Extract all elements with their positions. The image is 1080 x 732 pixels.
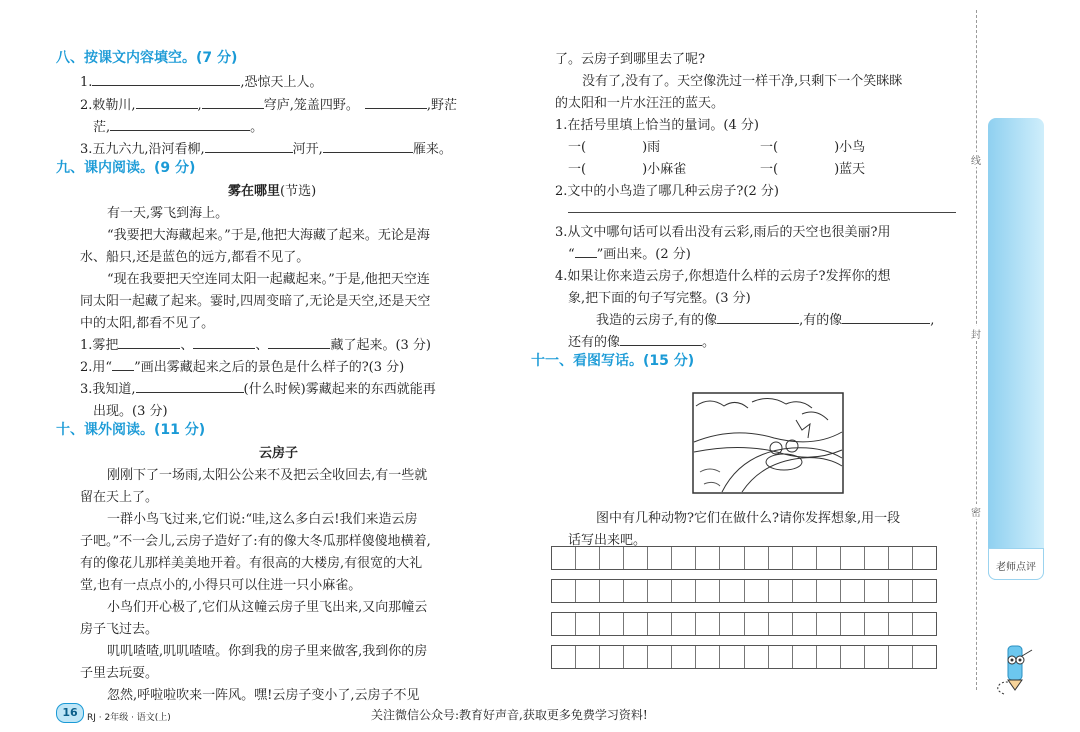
s9-article-note: (节选) bbox=[280, 184, 317, 199]
answer-blank[interactable] bbox=[136, 96, 198, 109]
s10-q3-tail: ”画出来。(2 分) bbox=[596, 247, 691, 262]
s9-q3-line2: 出现。(3 分) bbox=[93, 404, 168, 419]
q4-text-d: 还有的像 bbox=[568, 335, 621, 350]
s11-prompt: 图中有几种动物?它们在做什么?请你发挥想象,用一段 bbox=[596, 511, 901, 526]
s10-q4: 4.如果让你来造云房子,你想造什么样的云房子?发挥你的想 bbox=[555, 269, 891, 284]
section-9-title: 九、课内阅读。(9 分) bbox=[56, 160, 196, 176]
s10-paragraph: 子吧。”不一会儿,云房子造好了:有的像大冬瓜那样傻傻地横着, bbox=[80, 534, 431, 549]
answer-blank[interactable] bbox=[136, 380, 244, 393]
measure-prefix: 一( bbox=[568, 140, 587, 155]
measure-prefix: 一( bbox=[760, 140, 779, 155]
answer-blank[interactable] bbox=[268, 336, 330, 349]
s9-paragraph: 中的太阳,都看不见了。 bbox=[80, 316, 215, 331]
s10-paragraph: 没有了,没有了。天空像洗过一样干净,只剩下一个笑眯眯 bbox=[582, 74, 903, 89]
s10-paragraph: 留在天上了。 bbox=[80, 490, 159, 505]
binding-char: 密 bbox=[971, 504, 981, 519]
line-sample bbox=[112, 358, 134, 371]
answer-blank[interactable] bbox=[202, 96, 264, 109]
q4-text-e: 。 bbox=[702, 335, 716, 350]
s8-q1 bbox=[80, 71, 323, 90]
s10-paragraph: 的太阳和一片水汪汪的蓝天。 bbox=[555, 96, 725, 111]
cartoon-picture bbox=[692, 392, 844, 494]
s9-q2 bbox=[80, 356, 404, 375]
measure-noun: )小麻雀 bbox=[642, 162, 687, 177]
s8-q2-text-e: 茫, bbox=[93, 120, 111, 135]
grid-row[interactable] bbox=[551, 579, 937, 603]
s9-q1-text-d: 藏了起来。(3 分) bbox=[330, 338, 431, 353]
answer-blank[interactable] bbox=[323, 140, 413, 153]
s10-paragraph: 了。云房子到哪里去了呢? bbox=[555, 52, 705, 67]
s9-paragraph: 有一天,雾飞到海上。 bbox=[107, 206, 229, 221]
s10-paragraph: 房子飞过去。 bbox=[80, 622, 159, 637]
q4-text-b: ,有的像 bbox=[799, 313, 843, 328]
s10-q4-line2: 象,把下面的句子写完整。(3 分) bbox=[568, 291, 751, 306]
teacher-comment-tab bbox=[988, 118, 1044, 580]
s8-q2-text-b: , bbox=[197, 98, 202, 113]
measure-noun: )小鸟 bbox=[834, 140, 866, 155]
s8-q2-text-c: 穹庐,笼盖四野。 bbox=[263, 98, 359, 113]
s8-q1-num: 1. bbox=[80, 75, 93, 90]
s9-q1-text-a: 1.雾把 bbox=[80, 338, 119, 353]
s9-q2-text-b: ”画出雾藏起来之后的景色是什么样子的?(3 分) bbox=[134, 360, 405, 375]
s9-paragraph: “我要把大海藏起来。”于是,他把大海藏了起来。无论是海 bbox=[107, 228, 430, 243]
s10-q2: 2.文中的小鸟造了哪几种云房子?(2 分) bbox=[555, 184, 779, 199]
s9-q2-text-a: 2.用“ bbox=[80, 360, 113, 375]
measure-prefix: 一( bbox=[760, 162, 779, 177]
grid-row[interactable] bbox=[551, 612, 937, 636]
binding-line bbox=[976, 10, 977, 690]
s8-q2-text-a: 2.敕勒川, bbox=[80, 98, 136, 113]
section-10-title: 十、课外阅读。(11 分) bbox=[56, 422, 206, 438]
measure-noun: )蓝天 bbox=[834, 162, 866, 177]
s10-q1: 1.在括号里填上恰当的量词。(4 分) bbox=[555, 118, 759, 133]
s10-q3-line2 bbox=[568, 243, 691, 262]
measure-word-item bbox=[760, 136, 865, 155]
answer-blank[interactable] bbox=[717, 311, 799, 324]
measure-word-item bbox=[760, 158, 865, 177]
s9-q1-text-c: 、 bbox=[255, 338, 269, 353]
s8-q2-line2 bbox=[93, 116, 263, 135]
s9-q1-text-b: 、 bbox=[180, 338, 194, 353]
s10-q4-line4 bbox=[568, 331, 715, 350]
line-sample bbox=[575, 245, 597, 258]
s8-q1-tail: ,恐惊天上人。 bbox=[240, 75, 323, 90]
s9-article-title: 雾在哪里 bbox=[228, 184, 281, 199]
book-info: RJ · 2年级 · 语文(上) bbox=[87, 713, 171, 723]
s8-q2-text-f: 。 bbox=[250, 120, 264, 135]
s10-paragraph: 一群小鸟飞过来,它们说:“哇,这么多白云!我们来造云房 bbox=[107, 512, 418, 527]
s10-article-title: 云房子 bbox=[259, 446, 299, 461]
s10-paragraph: 子里去玩耍。 bbox=[80, 666, 159, 681]
measure-prefix: 一( bbox=[568, 162, 587, 177]
s11-prompt: 话写出来吧。 bbox=[568, 533, 647, 548]
answer-blank[interactable] bbox=[365, 96, 427, 109]
grid-row[interactable] bbox=[551, 645, 937, 669]
s10-q4-line3 bbox=[596, 309, 934, 328]
s8-q3 bbox=[80, 138, 452, 157]
wechat-note: 关注微信公众号:教育好声音,获取更多免费学习资料! bbox=[371, 708, 648, 722]
s9-q3-text-a: 3.我知道, bbox=[80, 382, 136, 397]
s10-paragraph: 小鸟们开心极了,它们从这幢云房子里飞出来,又向那幢云 bbox=[107, 600, 428, 615]
answer-blank[interactable] bbox=[620, 333, 702, 346]
s10-paragraph: 叽叽喳喳,叽叽喳喳。你到我的房子里来做客,我到你的房 bbox=[107, 644, 428, 659]
grid-row[interactable] bbox=[551, 546, 937, 570]
s9-paragraph: 同太阳一起藏了起来。霎时,四周变暗了,无论是天空,还是天空 bbox=[80, 294, 431, 309]
answer-line[interactable] bbox=[568, 212, 956, 213]
s8-q3-text-a: 3.五九六九,沿河看柳, bbox=[80, 142, 205, 157]
section-8-title: 八、按课文内容填空。(7 分) bbox=[56, 50, 238, 66]
pencil-mascot-icon bbox=[990, 640, 1038, 696]
teacher-comment-label: 老师点评 bbox=[996, 562, 1036, 573]
measure-noun: )雨 bbox=[642, 140, 661, 155]
answer-blank[interactable] bbox=[205, 140, 293, 153]
s10-paragraph: 刚刚下了一场雨,太阳公公来不及把云全收回去,有一些就 bbox=[107, 468, 428, 483]
quote-open: “ bbox=[568, 247, 575, 262]
measure-word-item bbox=[568, 158, 686, 177]
s8-q2-text-d: ,野茫 bbox=[426, 98, 457, 113]
s9-paragraph: “现在我要把天空连同太阳一起藏起来。”于是,他把天空连 bbox=[107, 272, 430, 287]
binding-char: 封 bbox=[971, 326, 981, 341]
s8-q2 bbox=[80, 94, 457, 113]
s10-paragraph: 堂,也有一点点小的,小得只可以住进一只小麻雀。 bbox=[80, 578, 362, 593]
answer-blank[interactable] bbox=[193, 336, 255, 349]
answer-blank[interactable] bbox=[118, 336, 180, 349]
section-11-title: 十一、看图写话。(15 分) bbox=[531, 353, 695, 369]
s9-paragraph: 水、船只,还是蓝色的远方,都看不见了。 bbox=[80, 250, 310, 265]
answer-blank[interactable] bbox=[110, 118, 250, 131]
s8-q3-text-c: 雁来。 bbox=[412, 142, 452, 157]
s9-q3-text-b: (什么时候)雾藏起来的东西就能再 bbox=[243, 382, 436, 397]
s9-q3 bbox=[80, 378, 436, 397]
s10-paragraph: 忽然,呼啦啦吹来一阵风。嘿!云房子变小了,云房子不见 bbox=[107, 688, 420, 703]
measure-word-item bbox=[568, 136, 660, 155]
answer-blank[interactable] bbox=[842, 311, 930, 324]
s8-q3-text-b: 河开, bbox=[292, 142, 323, 157]
answer-blank[interactable] bbox=[92, 73, 240, 86]
q4-text-c: , bbox=[930, 313, 935, 328]
writing-grid[interactable] bbox=[551, 546, 937, 678]
s10-paragraph: 有的像花儿那样美美地开着。有很高的大楼房,有很宽的大礼 bbox=[80, 556, 423, 571]
binding-char: 线 bbox=[971, 152, 981, 167]
s9-article-heading bbox=[228, 180, 316, 199]
page-number-badge: 16 bbox=[56, 703, 84, 723]
s10-q3: 3.从文中哪句话可以看出没有云彩,雨后的天空也很美丽?用 bbox=[555, 225, 891, 240]
q4-text-a: 我造的云房子,有的像 bbox=[596, 313, 718, 328]
s9-q1 bbox=[80, 334, 431, 353]
